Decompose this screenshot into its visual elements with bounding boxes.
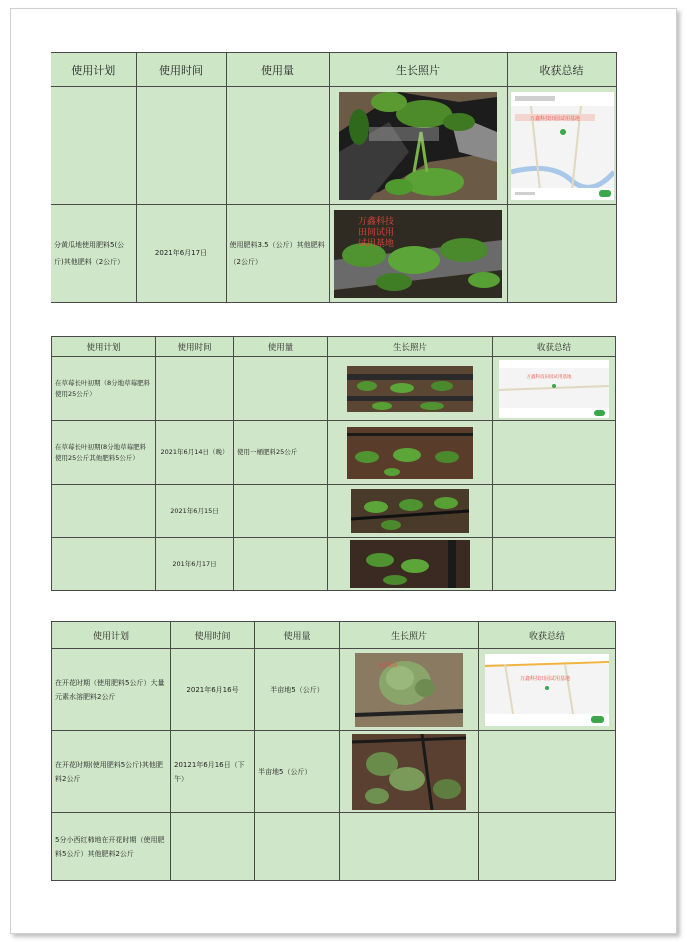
fertilizer-table-1	[51, 52, 617, 303]
header-time: 使用时间	[136, 53, 226, 87]
harvest-summary-cell	[507, 87, 616, 205]
location-map	[485, 654, 609, 726]
growth-photo-cell	[340, 813, 479, 881]
growth-photo	[352, 734, 466, 810]
header-time: 使用时间	[156, 337, 234, 357]
amount-cell: 使用一桶肥料25公斤	[234, 421, 328, 485]
plan-cell	[52, 485, 156, 538]
harvest-summary-cell	[493, 421, 616, 485]
table-header-row	[51, 53, 616, 87]
fertilizer-table-2	[51, 336, 616, 591]
time-cell: 201年6月17日	[156, 538, 234, 591]
growth-photo-cell	[328, 357, 493, 421]
table-row	[51, 205, 616, 303]
table-row	[52, 485, 616, 538]
table-row	[52, 649, 616, 731]
time-cell: 20121年6月16日（下午）	[171, 731, 255, 813]
time-cell	[136, 87, 226, 205]
growth-photo	[334, 210, 502, 298]
growth-photo	[339, 92, 497, 200]
location-map	[511, 92, 614, 200]
amount-cell: 半亩地5（公斤）	[255, 649, 340, 731]
header-summary: 收获总结	[479, 622, 616, 649]
table-header-row	[52, 622, 616, 649]
growth-photo-cell	[340, 649, 479, 731]
header-plan: 使用计划	[52, 337, 156, 357]
growth-photo	[351, 489, 469, 533]
svg-text:万鑫科技: 万鑫科技	[357, 216, 395, 227]
plan-cell: 在开花时期（使用肥料5公斤）大量元素水溶肥料2公斤	[52, 649, 171, 731]
location-map	[499, 360, 609, 418]
table-header-row	[52, 337, 616, 357]
amount-cell	[255, 813, 340, 881]
time-cell: 2021年6月16号	[171, 649, 255, 731]
table-row	[52, 731, 616, 813]
growth-photo	[355, 653, 463, 727]
growth-photo	[347, 427, 473, 479]
growth-photo-cell	[329, 205, 507, 303]
harvest-summary-cell	[493, 485, 616, 538]
header-amount: 使用量	[234, 337, 328, 357]
growth-photo-cell	[329, 87, 507, 205]
table-row	[51, 87, 616, 205]
harvest-summary-cell	[493, 538, 616, 591]
plan-cell: 在草莓长叶初期（8分地草莓肥料使用25公斤）	[52, 357, 156, 421]
harvest-summary-cell	[493, 357, 616, 421]
plan-cell: 5分小西红柿地在开花时期（使用肥料5公斤）其他肥料2公斤	[52, 813, 171, 881]
header-summary: 收获总结	[493, 337, 616, 357]
header-plan: 使用计划	[52, 622, 171, 649]
growth-photo-cell	[328, 485, 493, 538]
svg-text:万鑫科技田园试用基地: 万鑫科技田园试用基地	[519, 675, 571, 682]
time-cell: 2021年6月17日	[136, 205, 226, 303]
time-cell	[156, 357, 234, 421]
amount-cell: 使用肥料3.5（公斤）其他肥料（2公斤）	[226, 205, 329, 303]
time-cell: 2021年6月15日	[156, 485, 234, 538]
growth-photo	[350, 540, 470, 588]
header-time: 使用时间	[171, 622, 255, 649]
svg-text:试用基地: 试用基地	[357, 238, 395, 249]
svg-text:万鑫科技田园试用基地: 万鑫科技田园试用基地	[529, 115, 580, 122]
time-cell: 2021年6月14日（晚）	[156, 421, 234, 485]
header-photo: 生长照片	[340, 622, 479, 649]
header-summary: 收获总结	[507, 53, 616, 87]
plan-cell	[52, 538, 156, 591]
header-amount: 使用量	[226, 53, 329, 87]
amount-cell: 半亩地5（公斤）	[255, 731, 340, 813]
harvest-summary-cell	[479, 649, 616, 731]
header-amount: 使用量	[255, 622, 340, 649]
amount-cell	[234, 357, 328, 421]
amount-cell	[226, 87, 329, 205]
table-row	[52, 421, 616, 485]
svg-text:万鑫科技: 万鑫科技	[376, 662, 398, 669]
amount-cell	[234, 485, 328, 538]
svg-text:万鑫科技田园试用基地: 万鑫科技田园试用基地	[526, 374, 572, 380]
time-cell	[171, 813, 255, 881]
growth-photo-cell	[328, 538, 493, 591]
fertilizer-table-3	[51, 621, 616, 881]
table-row	[52, 538, 616, 591]
table-row	[52, 813, 616, 881]
plan-cell: 在草莓长叶初期(8分地草莓肥料使用25公斤其他肥料5公斤）	[52, 421, 156, 485]
harvest-summary-cell	[479, 731, 616, 813]
header-photo: 生长照片	[328, 337, 493, 357]
plan-cell	[51, 87, 136, 205]
growth-photo-cell	[328, 421, 493, 485]
plan-cell: 在开花时期(使用肥料5公斤)其他肥料2公斤	[52, 731, 171, 813]
growth-photo-cell	[340, 731, 479, 813]
svg-text:田间试用: 田间试用	[357, 227, 395, 238]
harvest-summary-cell	[479, 813, 616, 881]
plan-cell: 分黄瓜地使用肥料5(公斤)其他肥料（2公斤）	[51, 205, 136, 303]
growth-photo	[347, 366, 473, 412]
amount-cell	[234, 538, 328, 591]
table-row	[52, 357, 616, 421]
header-plan: 使用计划	[51, 53, 136, 87]
header-photo: 生长照片	[329, 53, 507, 87]
harvest-summary-cell	[507, 205, 616, 303]
